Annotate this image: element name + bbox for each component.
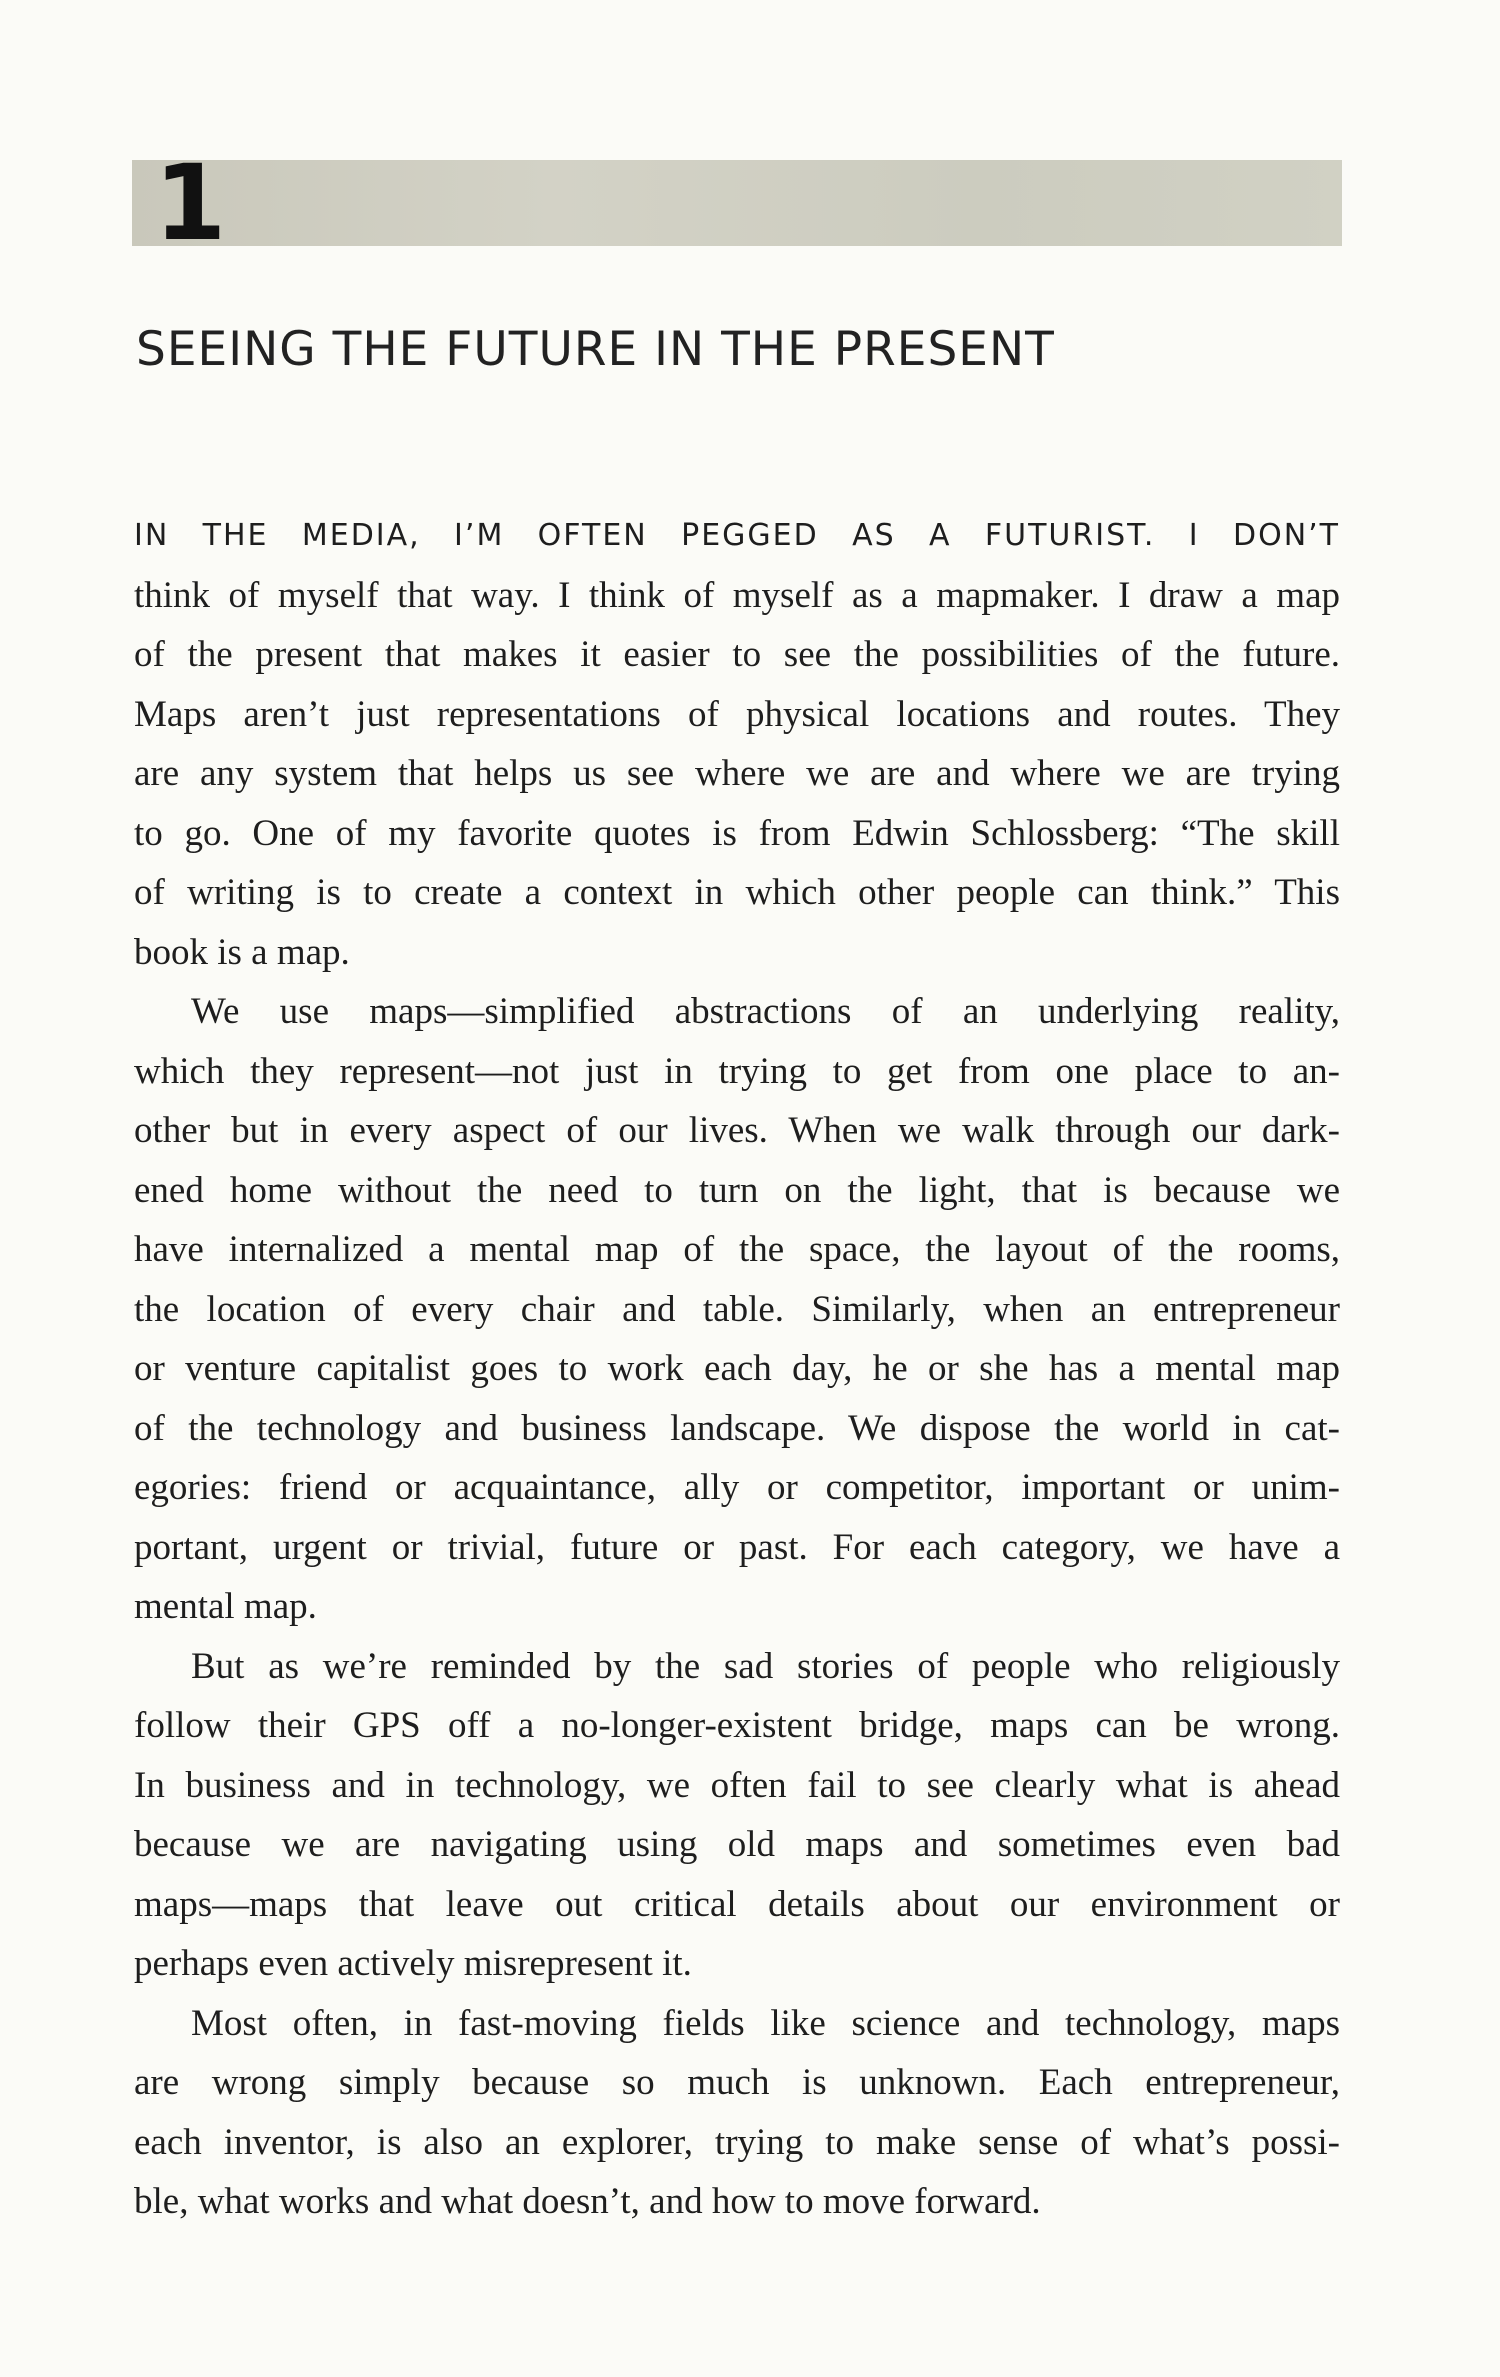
text-line: portant, urgent or trivial, future or past. For each category, we have a [134,1526,1340,1568]
text-line: Maps aren’t just representations of physical locations and routes. They [134,693,1340,735]
text-line: the location of every chair and table. Similarly, when an entrepreneur [134,1288,1340,1330]
text-line: which they represent—not just in trying to get from one place to an- [134,1050,1340,1092]
text-line: IN THE MEDIA, I’M OFTEN PEGGED AS A FUTURIST. I DON’T [134,518,1340,553]
text-line: think of myself that way. I think of myself as a mapmaker. I draw a map [134,574,1340,616]
text-line: each inventor, is also an explorer, trying to make sense of what’s possi- [134,2121,1340,2163]
text-line: In business and in technology, we often fail to see clearly what is ahead [134,1764,1340,1806]
text-line: book is a map. [134,931,350,973]
chapter-header-band [132,160,1342,246]
text-line: are wrong simply because so much is unknown. Each entrepreneur, [134,2062,1340,2103]
text-line: have internalized a mental map of the space, the layout of the rooms, [134,1229,1340,1270]
text-line: ble, what works and what doesn’t, and how to move forward. [134,2181,1041,2222]
chapter-title: SEEING THE FUTURE IN THE PRESENT [136,322,1055,377]
text-line: mental map. [134,1586,317,1627]
text-line: to go. One of my favorite quotes is from Edwin Schlossberg: “The skill [134,812,1340,854]
text-line: maps—maps that leave out critical details about our environment or [134,1883,1340,1925]
text-line: of writing is to create a context in which other people can think.” This [134,872,1340,913]
text-line: egories: friend or acquaintance, ally or competitor, important or unim- [134,1467,1340,1508]
text-line: other but in every aspect of our lives. When we walk through our dark- [134,1110,1340,1151]
text-line: are any system that helps us see where we are and where we are trying [134,753,1340,794]
text-line: We use maps—simplified abstractions of an underlying reality, [191,991,1340,1032]
text-line: of the present that makes it easier to see the possibilities of the future. [134,634,1340,675]
text-line: follow their GPS off a no-longer-existent bridge, maps can be wrong. [134,1705,1340,1746]
chapter-number: 1 [154,142,227,264]
text-line: Most often, in fast-moving fields like science and technology, maps [191,2002,1340,2044]
text-line: because we are navigating using old maps and sometimes even bad [134,1824,1340,1865]
text-line: or venture capitalist goes to work each day, he or she has a mental map [134,1348,1340,1389]
body-text [134,506,1340,2232]
text-line: perhaps even actively misrepresent it. [134,1943,692,1984]
text-line: But as we’re reminded by the sad stories of people who religiously [191,1645,1340,1687]
text-line: of the technology and business landscape. We dispose the world in cat- [134,1407,1340,1449]
text-line: ened home without the need to turn on the light, that is because we [134,1169,1340,1211]
